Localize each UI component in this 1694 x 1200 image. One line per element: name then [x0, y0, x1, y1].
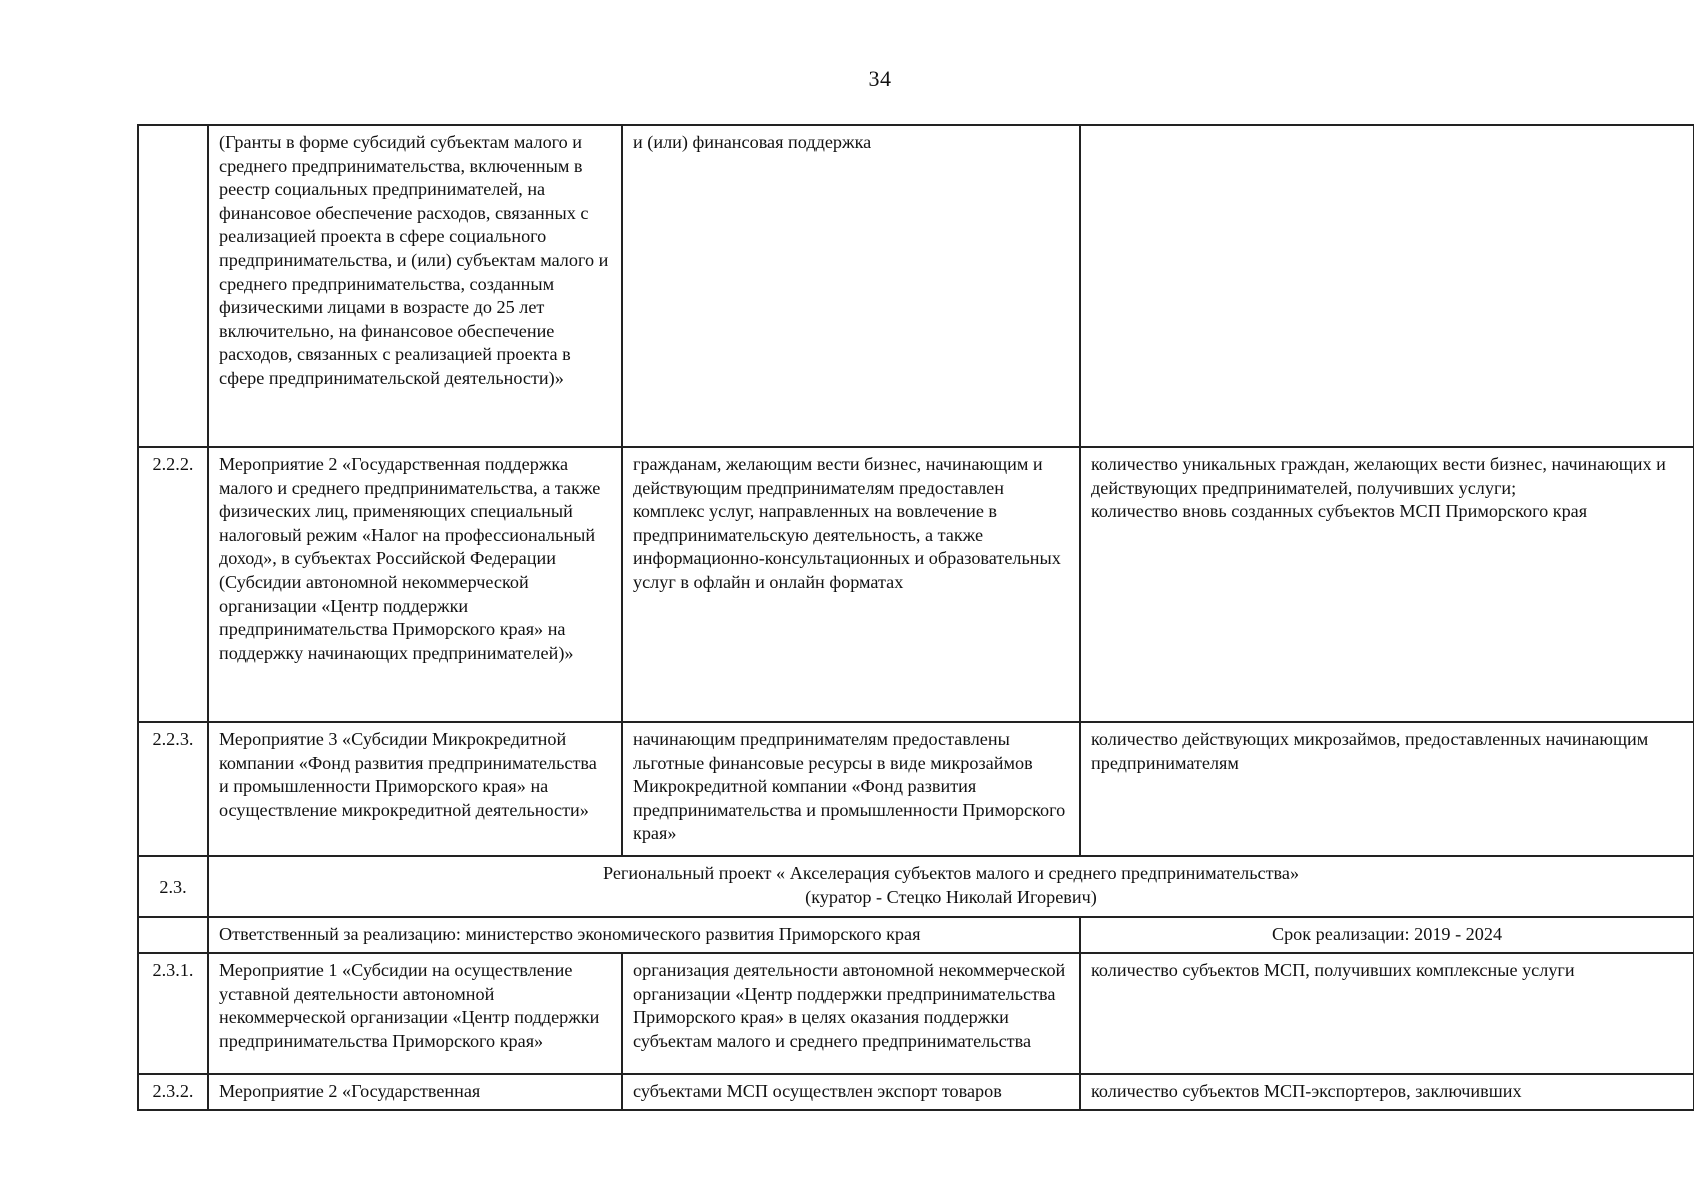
- table-row: [138, 447, 1694, 722]
- project-title-cell: [208, 856, 1694, 917]
- empty-cell: [138, 917, 208, 953]
- result-cell: субъектами МСП осуществлен экспорт товаров: [622, 1074, 1080, 1110]
- responsible-cell: Ответственный за реализацию: министерство экономического развития Приморского края: [208, 917, 1080, 953]
- event-cell: (Гранты в форме субсидий субъектам малого и среднего предпринимательства, включенным в реестр социальных предпринимателей, на финансовое обеспечение расходов, связанных с реализацией проекта в сфере социального предпринимательства, и (или) субъектам малого и среднего предпринимательства, созданным физическими лицами в возрасте до 25 лет включительно, на финансовое обеспечение расходов, связанных с реализацией проекта в сфере предпринимательской деятельности)»: [208, 125, 622, 447]
- row-number: 2.2.2.: [138, 447, 208, 722]
- event-cell: Мероприятие 3 «Субсидии Микрокредитной компании «Фонд развития предпринимательства и промышленности Приморского края» на осуществление микрокредитной деятельности»: [208, 722, 622, 856]
- project-title: Региональный проект « Акселерация субъектов малого и среднего предпринимательства»: [602, 863, 1300, 883]
- table-row: [138, 722, 1694, 856]
- result-cell: и (или) финансовая поддержка: [622, 125, 1080, 447]
- indicator-cell: количество субъектов МСП, получивших комплексные услуги: [1080, 953, 1694, 1074]
- event-cell: Мероприятие 2 «Государственная поддержка малого и среднего предпринимательства, а также физических лиц, применяющих специальный налоговый режим «Налог на профессиональный доход», в субъектах Российской Федерации (Субсидии автономной некоммерческой организации «Центр поддержки предпринимательства Приморского края» на поддержку начинающих предпринимателей)»: [208, 447, 622, 722]
- event-cell: Мероприятие 2 «Государственная: [208, 1074, 622, 1110]
- project-curator: (куратор - Стецко Николай Игоревич): [805, 886, 1097, 907]
- event-cell: Мероприятие 1 «Субсидии на осуществление уставной деятельности автономной некоммерческой организации «Центр поддержки предпринимательства Приморского края»: [208, 953, 622, 1074]
- project-row: [138, 856, 1694, 917]
- indicator-cell: количество субъектов МСП-экспортеров, заключивших: [1080, 1074, 1694, 1110]
- row-number: 2.3.1.: [138, 953, 208, 1074]
- result-cell: организация деятельности автономной некоммерческой организации «Центр поддержки предпринимательства Приморского края» в целях оказания поддержки субъектам малого и среднего предпринимательства: [622, 953, 1080, 1074]
- row-number: [138, 125, 208, 447]
- page-number: 34: [868, 66, 892, 91]
- row-number: 2.3.: [138, 856, 208, 917]
- table-row: [138, 1074, 1694, 1110]
- table-row: [138, 953, 1694, 1074]
- row-number: 2.3.2.: [138, 1074, 208, 1110]
- indicator-line: количество вновь созданных субъектов МСП Приморского края: [1091, 501, 1588, 522]
- indicator-cell: [1080, 447, 1694, 722]
- row-number: 2.2.3.: [138, 722, 208, 856]
- indicator-cell: количество действующих микрозаймов, предоставленных начинающим предпринимателям: [1080, 722, 1694, 856]
- indicator-line: количество уникальных граждан, желающих вести бизнес, начинающих и действующих предпринимателей, получивших услуги;: [1091, 454, 1666, 498]
- result-cell: гражданам, желающим вести бизнес, начинающим и действующим предпринимателям предоставлен комплекс услуг, направленных на вовлечение в предпринимательскую деятельность, а также информационно-консультационных и образовательных услуг в офлайн и онлайн форматах: [622, 447, 1080, 722]
- table-row: [138, 125, 1694, 447]
- measures-table: [137, 124, 1694, 1111]
- result-cell: начинающим предпринимателям предоставлены льготные финансовые ресурсы в виде микрозаймов Микрокредитной компании «Фонд развития предпринимательства и промышленности Приморского края»: [622, 722, 1080, 856]
- term-cell: Срок реализации: 2019 - 2024: [1080, 917, 1694, 953]
- indicator-cell: [1080, 125, 1694, 447]
- responsible-row: [138, 917, 1694, 953]
